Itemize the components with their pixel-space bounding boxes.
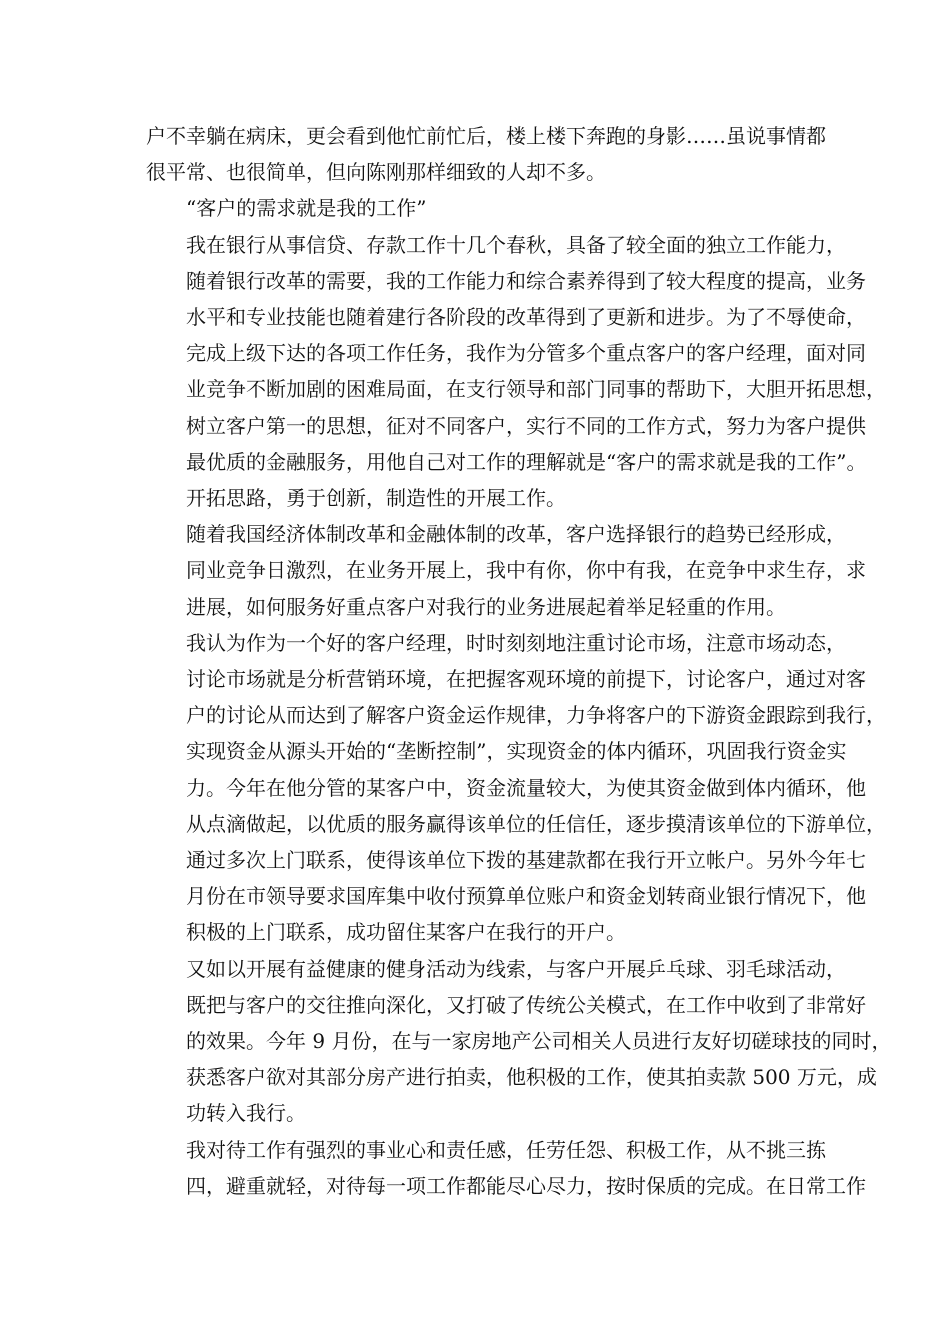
text-line: 的效果。今年 9 月份，在与一家房地产公司相关人员进行友好切磋球技的同时， bbox=[186, 1029, 892, 1054]
text-line: 最优质的金融服务，用他自己对工作的理解就是“客户的需求就是我的工作”。 bbox=[186, 449, 867, 474]
paragraph bbox=[146, 227, 886, 480]
text-line: 业竞争不断加剧的困难局面，在支行领导和部门同事的帮助下，大胆开拓思想， bbox=[186, 377, 886, 402]
paragraph bbox=[146, 951, 892, 1132]
text-line: 水平和专业技能也随着建行各阶段的改革得到了更新和进步。为了不辱使命， bbox=[186, 305, 866, 330]
text-line: 开拓思路，勇于创新，制造性的开展工作。 bbox=[186, 486, 566, 511]
text-line: 很平常、也很简单，但向陈刚那样细致的人却不多。 bbox=[146, 160, 606, 185]
text-line: 获悉客户欲对其部分房产进行拍卖，他积极的工作，使其拍卖款 500 万元，成 bbox=[186, 1065, 877, 1090]
text-line: 实现资金从源头开始的“垄断控制”，实现资金的体内循环，巩固我行资金实 bbox=[186, 739, 847, 764]
text-line: 月份在市领导要求国库集中收付预算单位账户和资金划转商业银行情况下，他 bbox=[186, 884, 866, 909]
text-line: 树立客户第一的思想，征对不同客户，实行不同的工作方式，努力为客户提供 bbox=[186, 413, 866, 438]
text-line: 我对待工作有强烈的事业心和责任感，任劳任怨、积极工作，从不挑三拣 bbox=[186, 1137, 826, 1162]
text-line: 四，避重就轻，对待每一项工作都能尽心尽力，按时保质的完成。在日常工作 bbox=[186, 1173, 866, 1198]
text-line: 既把与客户的交往推向深化，又打破了传统公关模式，在工作中收到了非常好 bbox=[186, 992, 866, 1017]
paragraph bbox=[146, 480, 826, 516]
text-line: 户不幸躺在病床，更会看到他忙前忙后，楼上楼下奔跑的身影……虽说事情都 bbox=[146, 124, 826, 148]
paragraph bbox=[146, 1132, 866, 1204]
text-line: 从点滴做起，以优质的服务赢得该单位的任信任，逐步摸清该单位的下游单位， bbox=[186, 811, 886, 836]
text-line: 我认为作为一个好的客户经理，时时刻刻地注重讨论市场，注意市场动态， bbox=[186, 630, 846, 655]
text-line: 我在银行从事信贷、存款工作十几个春秋，具备了较全面的独立工作能力， bbox=[186, 232, 846, 257]
text-line: 功转入我行。 bbox=[186, 1101, 306, 1126]
text-line: 户的讨论从而达到了解客户资金运作规律，力争将客户的下游资金跟踪到我行， bbox=[186, 703, 886, 728]
text-line: 同业竞争日激烈，在业务开展上，我中有你，你中有我，在竞争中求生存，求 bbox=[186, 558, 866, 583]
text-line: 又如以开展有益健康的健身活动为线索，与客户开展乒乓球、羽毛球活动， bbox=[186, 956, 846, 981]
text-line: 完成上级下达的各项工作任务，我作为分管多个重点客户的客户经理，面对同 bbox=[186, 341, 866, 366]
paragraph bbox=[146, 118, 826, 190]
text-line: 讨论市场就是分析营销环境，在把握客观环境的前提下，讨论客户，通过对客 bbox=[186, 667, 866, 692]
text-line: 随着银行改革的需要，我的工作能力和综合素养得到了较大程度的提高，业务 bbox=[186, 268, 866, 293]
text-line: “客户的需求就是我的工作” bbox=[186, 196, 427, 221]
text-line: 积极的上门联系，成功留住某客户在我行的开户。 bbox=[186, 920, 626, 945]
text-line: 随着我国经济体制改革和金融体制的改革，客户选择银行的趋势已经形成， bbox=[186, 522, 846, 547]
paragraph bbox=[146, 190, 826, 226]
document-body bbox=[146, 118, 892, 1204]
text-line: 通过多次上门联系，使得该单位下拨的基建款都在我行开立帐户。另外今年七 bbox=[186, 848, 866, 873]
text-line: 力。今年在他分管的某客户中，资金流量较大，为使其资金做到体内循环，他 bbox=[186, 775, 866, 800]
text-line: 进展，如何服务好重点客户对我行的业务进展起着举足轻重的作用。 bbox=[186, 594, 786, 619]
paragraph bbox=[146, 516, 866, 625]
paragraph bbox=[146, 625, 886, 951]
